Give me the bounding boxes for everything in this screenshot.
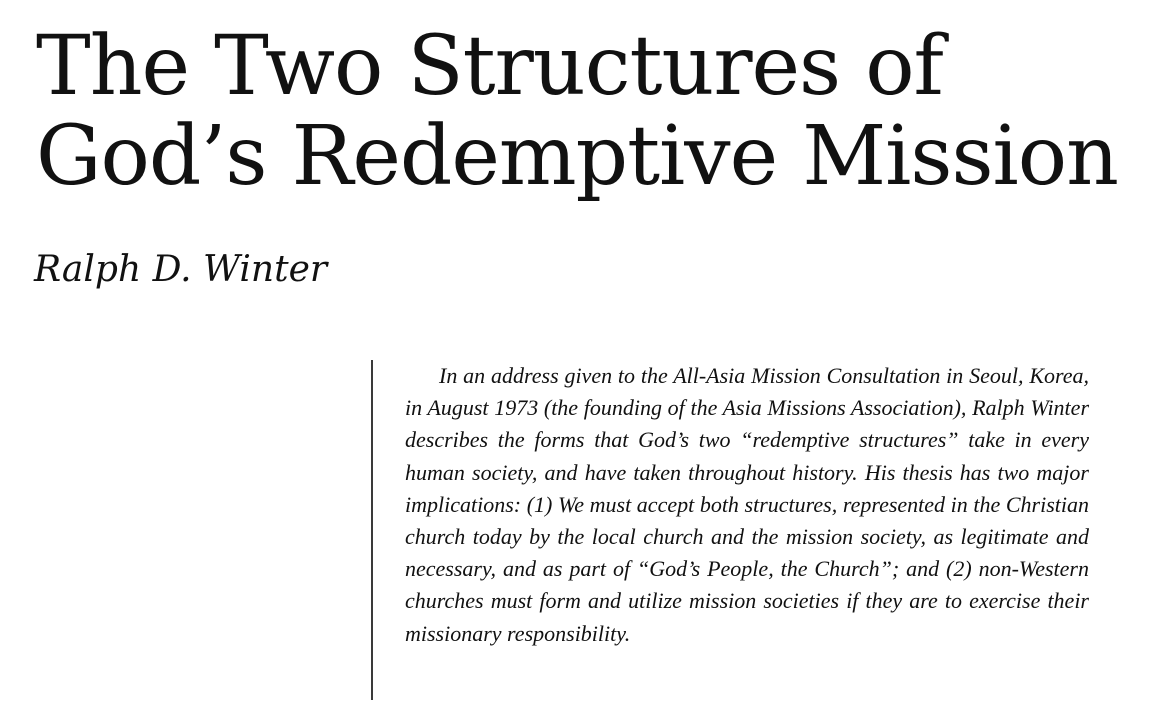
vertical-divider bbox=[371, 360, 373, 700]
article-title bbox=[36, 19, 1118, 204]
author-name: Ralph D. Winter bbox=[34, 249, 328, 290]
title-line-2: God’s Redemptive Mission bbox=[36, 109, 1118, 204]
article-abstract: In an address given to the All-Asia Mission Consultation in Seoul, Korea, in August 1973 (the founding of the Asia Missions Association), Ralph Winter describes the forms that God’s two “redemptive structures” take in every human society, and have taken throughout history. His thesis has two major implications: (1) We must accept both structures, represented in the Christian church today by the local church and the mission society, as legitimate and necessary, and as part of “God’s People, the Church”; and (2) non-Western churches must form and utilize mission societies if they are to exercise their missionary responsibility. bbox=[405, 363, 1089, 646]
title-line-1: The Two Structures of bbox=[36, 19, 943, 114]
